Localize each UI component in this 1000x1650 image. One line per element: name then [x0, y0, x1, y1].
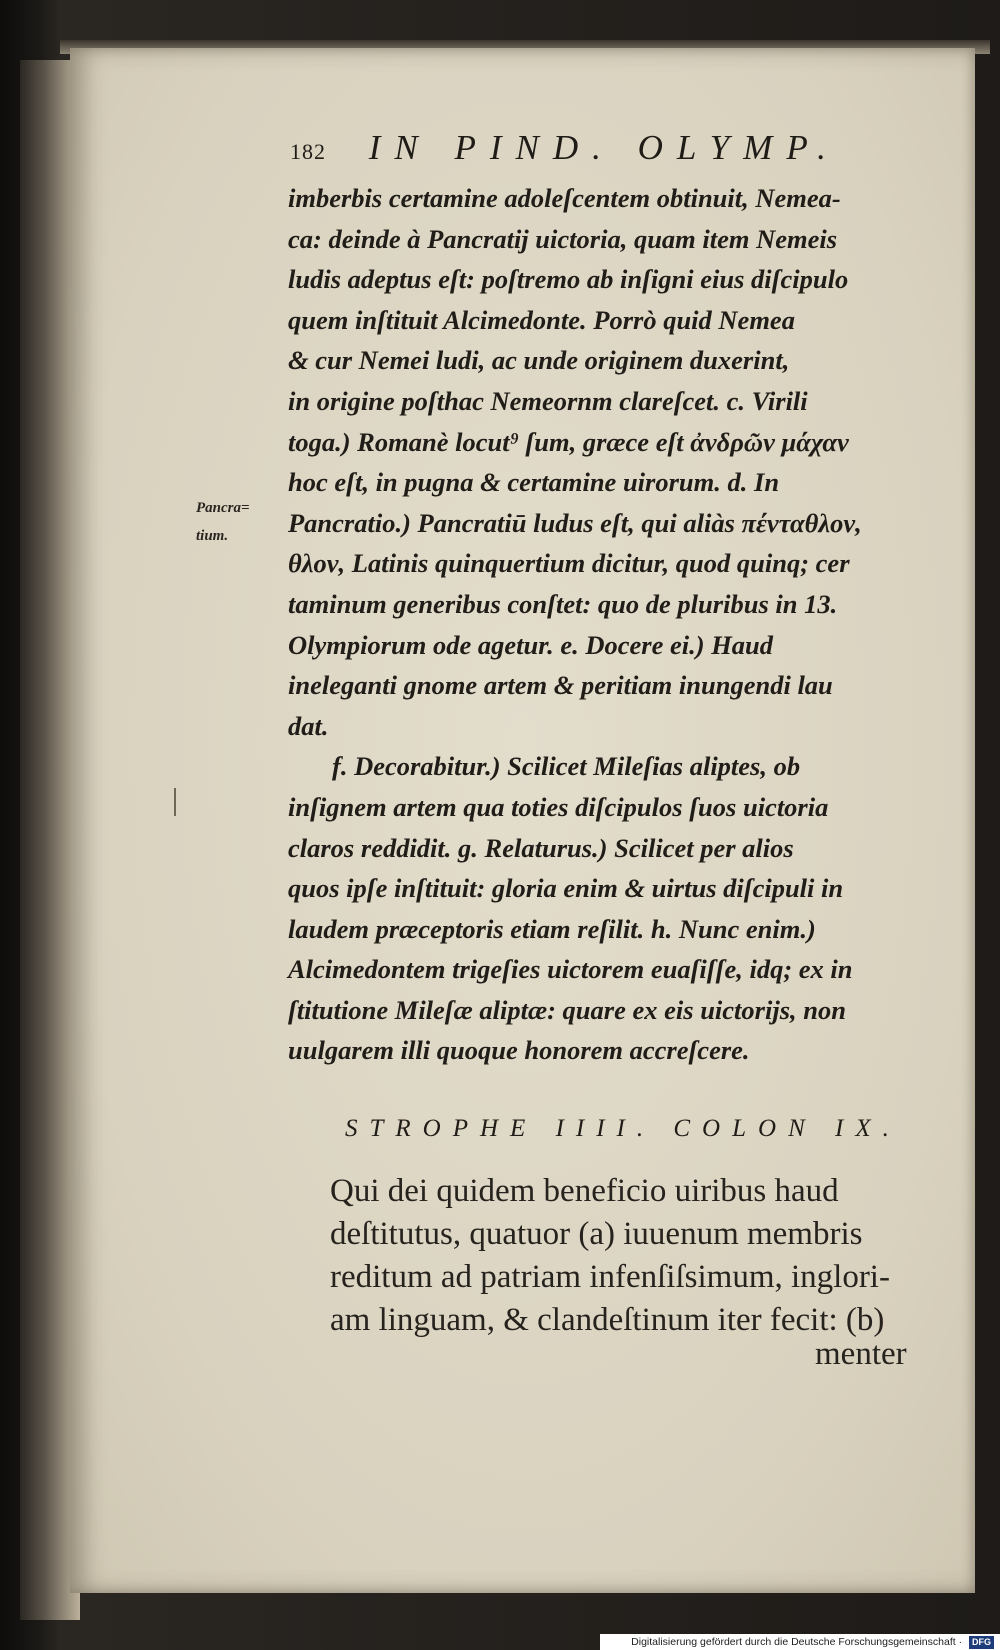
text-line: reditum ad patriam infenſiſsimum, inglori-: [330, 1259, 890, 1295]
commentary-line: quos ipſe inſtituit: gloria enim & uirtus diſcipuli in: [288, 873, 844, 904]
catchword: menter: [815, 1336, 907, 1372]
commentary-line: ſtitutione Mileſæ aliptæ: quare ex eis uictorijs, non: [288, 994, 847, 1025]
commentary-line: imberbis certamine adoleſcentem obtinuit, Nemea-: [288, 183, 841, 213]
margin-note-line: Pancra=: [196, 500, 250, 516]
commentary-line: f. Decorabitur.) Scilicet Mileſias aliptes, ob: [332, 751, 801, 782]
commentary-line: ineleganti gnome artem & peritiam inungendi lau: [288, 670, 833, 701]
text-line: deſtitutus, quatuor (a) iuuenum membris: [330, 1216, 863, 1252]
text-line: Qui dei quidem beneficio uiribus haud: [330, 1173, 839, 1209]
commentary-line: quem inſtituit Alcimedonte. Porrò quid Nemea: [288, 304, 795, 335]
commentary-block: [288, 178, 948, 1071]
running-title: IN PIND. OLYMP.: [368, 128, 840, 167]
commentary-line: ludis adeptus eſt: poſtremo ab inſigni eius diſcipulo: [288, 264, 849, 295]
margin-note-line: tium.: [196, 528, 229, 544]
page-number: 182: [290, 139, 326, 164]
commentary-line: Alcimedontem trigeſies uictorem euaſiſſe, idq; ex in: [288, 954, 853, 985]
dfg-logo: DFG: [969, 1636, 994, 1649]
commentary-line: claros reddidit. g. Relaturus.) Scilicet per alios: [288, 832, 794, 863]
commentary-line: Olympiorum ode agetur. e. Docere ei.) Haud: [288, 629, 774, 660]
commentary-line: laudem præceptoris etiam reſilit. h. Nunc enim.): [288, 913, 816, 944]
running-head: [290, 128, 890, 178]
strophe-heading: STROPHE IIII. COLON IX.: [345, 1115, 901, 1142]
commentary-line: inſignem artem qua toties diſcipulos ſuos uictoria: [288, 791, 829, 822]
text-line: am linguam, & clandeſtinum iter fecit: (b): [330, 1302, 885, 1338]
credit-text: Digitalisierung gefördert durch die Deutsche Forschungsgemeinschaft ·: [631, 1636, 963, 1648]
commentary-line: toga.) Romanè locut⁹ ſum, græce eſt ἀνδρῶν μάχαν: [288, 426, 849, 457]
commentary-line: taminum generibus conſtet: quo de pluribus in 13.: [288, 588, 838, 619]
commentary-line: & cur Nemei ludi, ac unde originem duxerint,: [288, 345, 790, 376]
commentary-line: in origine poſthac Nemeornm clareſcet. c. Virili: [288, 385, 808, 416]
margin-note: [196, 494, 276, 550]
margin-mark: [174, 788, 176, 816]
digitization-credit: [600, 1634, 1000, 1650]
main-text-block: [330, 1170, 940, 1342]
commentary-line: Pancratio.) Pancratiū ludus eſt, qui aliàs πένταθλον,: [288, 507, 862, 538]
commentary-line: uulgarem illi quoque honorem accreſcere.: [288, 1035, 750, 1066]
commentary-line: hoc eſt, in pugna & certamine uirorum. d. In: [288, 467, 780, 498]
commentary-line: dat.: [288, 710, 329, 741]
commentary-line: ca: deinde à Pancratij uictoria, quam item Nemeis: [288, 223, 838, 254]
commentary-line: θλον, Latinis quinquertium dicitur, quod quinq; cer: [288, 548, 850, 579]
